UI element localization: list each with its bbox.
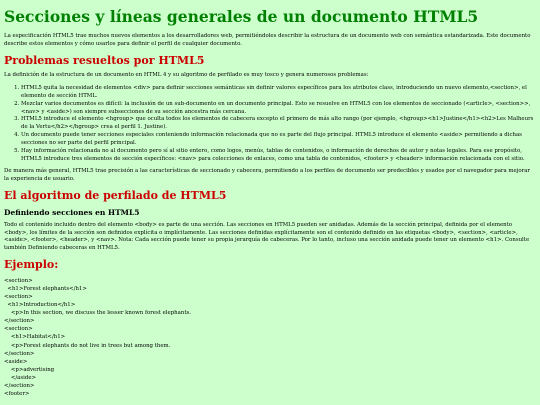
section-heading-algorithm: El algoritmo de perfilado de HTML5 (4, 189, 227, 203)
page-title: Secciones y líneas generales de un documento HTML5 (4, 7, 479, 26)
example-code-block (4, 277, 536, 399)
code-line: <aside> (4, 358, 28, 365)
section-heading-example: Ejemplo: (4, 258, 59, 272)
list-item: 1. HTML5 quita la necesidad de elementos <div> para definir secciones semánticas sin definir valores específicos para los atributos class, introduciendo un nuevo elemento,<section>, el elemento de sección HTML. (21, 85, 536, 101)
code-line: <p>Forest elephants do not live in trees but among them. (4, 342, 171, 349)
code-line: </section> (4, 383, 35, 390)
problems-closing-paragraph: De manera más general, HTML5 trae precisión a las características de seccionado y cabecera, permitiendo a los perfiles de documento ser predecibles y usados por el navegador para mejorar la experiencia de usuario. (4, 168, 531, 183)
code-line: <footer> (4, 391, 30, 398)
problems-list (4, 85, 536, 163)
code-line: <h1>Forest elephants</h1> (4, 285, 87, 292)
list-item: 2. Mezclar varios documentos es difícil: la inclusión de un sub-documento en un documento principal. Esto se resuelve en HTML5 con los elementos de seccionado (<article>, <section>>, <nav> y <aside>) son siempre subsecciones de su sección ancestra más cercana. (21, 101, 536, 117)
algorithm-paragraph: Todo el contenido incluido dentro del elemento <body> es parte de una sección. Las secciones en HTML5 pueden ser anidadas. Además de la sección principal, definida por el elemento <body>, los límites de la sección son definidos explícita o implícitamente. Las secciones definidas explícitamente son el contenido definido en las etiquetas <body>, <section>, <article>, <aside>, <footer>, <header>, y <nav>. Nota: Cada sección puede tener su propia jerarquía de cabeceras. Por lo tanto, incluso una sección anidada puede tener un elemento <h1>. Consulte también Definiendo cabeceras en HTML5. (4, 221, 530, 252)
code-line: <p>In this section, we discuss the lesser known forest elephants. (4, 310, 191, 317)
code-line: <h1>Habitat</h1> (4, 334, 66, 341)
list-item: 4. Un documento puede tener secciones especiales conteniendo información relacionada que no es parte del flujo principal. HTML5 introduce el elemento <aside> permitiendo a dichas secciones no ser parte del perfil principal. (21, 132, 536, 148)
problems-lead-paragraph: La definición de la estructura de un documento en HTML 4 y su algoritmo de perfilado es muy tosco y genera numerosos problemas: (4, 72, 369, 79)
list-item: 3. HTML5 introduce el elemento <hgroup> que oculta todos los elementos de cabecera excepto el primero de más alto rango (por ejemplo, <hgroup><h1>Justine</h1><h2>Les Malheurs de la Vertu</h2></hgroup> crea el perfil 1. Justine). (21, 116, 536, 132)
code-line: </section> (4, 350, 35, 357)
code-line: <p>advertising (4, 366, 55, 373)
subheading-defining-sections: Definiendo secciones en HTML5 (4, 207, 140, 217)
code-line: <section> (4, 293, 33, 300)
code-line: </aside> (4, 375, 37, 382)
intro-paragraph: La especificación HTML5 trae muchos nuevos elementos a los desarrolladores web, permitiéndoles describir la estructura de un documento web con semántica estandarizada. Este documento describe estos elementos y cómo usarlos para definir el perfil de cualquier documento. (4, 33, 531, 47)
section-heading-problems: Problemas resueltos por HTML5 (4, 53, 205, 67)
list-item: 5. Hay información relacionada no al documento pero sí al sitio entero, como logos, menús, tablas de contenidos, o información de derechos de autor y notas legales. Para ese propósito, HTML5 introduce tres elementos de sección específicos: <nav> para colecciones de enlaces, como una tabla de contenidos, <footer> y <header> información relacionada con el sitio. (21, 148, 536, 164)
code-line: <section> (4, 277, 33, 284)
code-line: <h1>Introduction</h1> (4, 302, 76, 309)
code-line: </section> (4, 318, 35, 325)
code-line: <section> (4, 326, 33, 333)
